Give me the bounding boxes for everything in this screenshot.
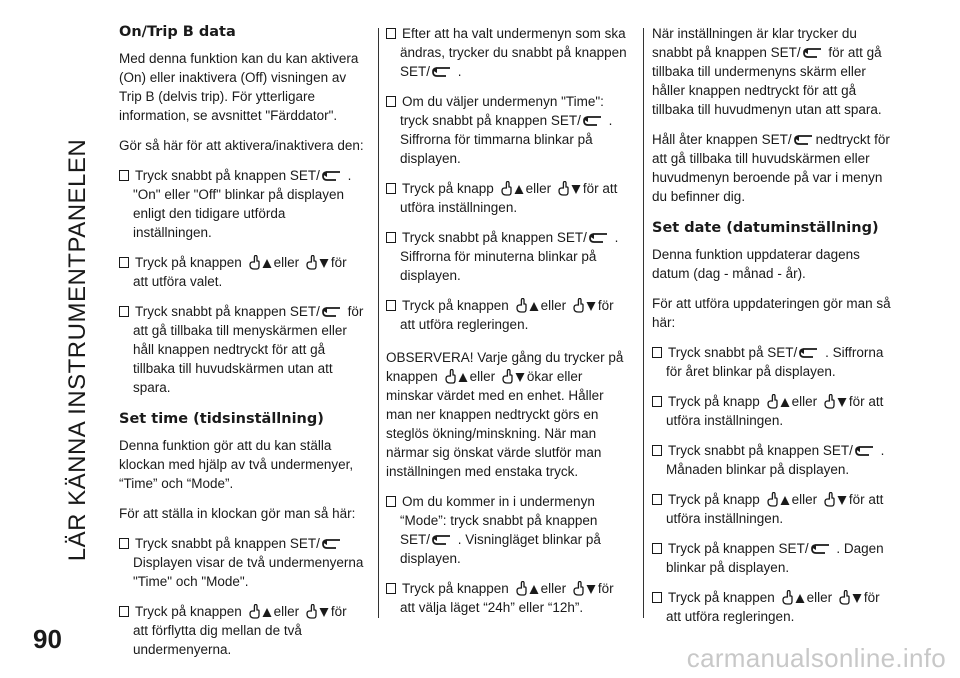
list-item: Tryck på knappen eller för att utföra valet. [119,253,364,291]
list-item: Tryck snabbt på knappen SET/ Displayen visar de två undermenyerna "Time" och "Mode". [119,534,364,591]
list-item: Tryck på knappen eller för att utföra regleringen. [386,296,631,334]
checkbox-bullet-icon [652,592,662,603]
checkbox-bullet-icon [119,306,129,317]
checkbox-bullet-icon [119,606,129,617]
page-number: 90 [33,624,62,654]
paragraph: Med denna funktion kan du kan aktivera (On) eller inaktivera (Off) visningen av Trip B (delvis trip). För ytterligare information, se avsnittet "Färddator". [119,51,359,123]
paragraph: Håll åter knappen SET/ nedtryckt för att gå tillbaka till huvudskärmen eller huvudmenyn beroende på var i menyn du befinner dig. [652,132,890,204]
set-return-icon [321,170,343,183]
note-paragraph: OBSERVERA! Varje gång du trycker på knappen eller ökar eller minskar värdet med en enhet. Håller man ner knappen nedtryckt görs en steglös ökning/minskning. När man närmar sig önskat värde slutför man inställningen med enstaka tryck. [386,350,624,479]
list-item: Tryck på knappen eller för att förflytta dig mellan de två undermenyerna. [119,602,364,659]
up-button-icon [247,255,273,270]
list-item: Tryck på knappen SET/ . Dagen blinkar på displayen. [652,539,897,577]
down-button-icon [500,369,526,384]
up-button-icon [780,590,806,605]
list-item: Tryck på knapp eller för att utföra inställningen. [652,392,897,430]
set-return-icon [582,115,604,128]
paragraph: För att utföra uppdateringen gör man så här: [652,296,891,330]
list-item: Om du väljer undermenyn "Time": tryck snabbt på knappen SET/ . Siffrorna för timmarna blinkar på displayen. [386,92,631,168]
list-item: Tryck på knapp eller för att utföra inställningen. [386,179,631,217]
column-2 [386,24,631,628]
up-button-icon [514,298,540,313]
up-button-icon [443,369,469,384]
down-button-icon [571,298,597,313]
down-button-icon [556,181,582,196]
checkbox-bullet-icon [119,257,129,268]
checkbox-bullet-icon [119,538,129,549]
paragraph: När inställningen är klar trycker du snabbt på knappen SET/ för att gå tillbaka till undermenyns skärm eller håller knappen nedtryckt för att gå tillbaka till huvudmenyn utan att spara. [652,26,882,117]
paragraph: För att ställa in klockan gör man så här: [119,506,356,521]
heading-set-time: Set time (tidsinställning) [119,411,324,427]
list-item: Efter att ha valt undermenyn som ska ändras, trycker du snabbt på knappen SET/ . [386,24,631,81]
list-item: Tryck snabbt på SET/ . Siffrorna för året blinkar på displayen. [652,343,897,381]
down-button-icon [304,604,330,619]
set-return-icon [798,347,820,360]
checkbox-bullet-icon [386,232,396,243]
list-item: Tryck på knappen eller för att välja läget “24h” eller “12h”. [386,579,631,617]
down-button-icon [822,492,848,507]
list-item: Tryck snabbt på knappen SET/ . Månaden blinkar på displayen. [652,441,897,479]
checkbox-bullet-icon [119,170,129,181]
checkbox-bullet-icon [386,300,396,311]
list-item: Om du kommer in i undermenyn “Mode”: tryck snabbt på knappen SET/ . Visningläget blinkar på displayen. [386,492,631,568]
down-button-icon [304,255,330,270]
checkbox-bullet-icon [652,396,662,407]
set-return-icon [802,47,824,60]
set-return-icon [588,232,610,245]
down-button-icon [837,590,863,605]
checkbox-bullet-icon [652,347,662,358]
set-return-icon [793,134,815,147]
column-divider-right [643,28,644,618]
checkbox-bullet-icon [652,543,662,554]
checkbox-bullet-icon [386,183,396,194]
checkbox-bullet-icon [386,583,396,594]
set-return-icon [321,306,343,319]
list-item: Tryck snabbt på knappen SET/ för att gå tillbaka till menyskärmen eller håll knappen nedtryckt för att gå tillbaka till huvudskärmen utan att spara. [119,302,364,397]
set-return-icon [431,534,453,547]
column-1 [119,24,364,670]
column-divider-left [378,28,379,618]
set-return-icon [810,543,832,556]
list-item: Tryck på knapp eller för att utföra inställningen. [652,490,897,528]
up-button-icon [765,394,791,409]
set-return-icon [854,445,876,458]
paragraph: Gör så här för att aktivera/inaktivera den: [119,138,364,153]
down-button-icon [822,394,848,409]
list-item: Tryck snabbt på knappen SET/ . "On" eller "Off" blinkar på displayen enligt den tidigare utförda inställningen. [119,166,364,242]
up-button-icon [247,604,273,619]
up-button-icon [765,492,791,507]
checkbox-bullet-icon [386,96,396,107]
set-return-icon [321,538,343,551]
list-item: Tryck på knappen eller för att utföra regleringen. [652,588,897,626]
checkbox-bullet-icon [386,496,396,507]
list-item: Tryck snabbt på knappen SET/ . Siffrorna för minuterna blinkar på displayen. [386,228,631,285]
set-return-icon [431,66,453,79]
heading-on-trip-b: On/Trip B data [119,24,236,40]
checkbox-bullet-icon [652,494,662,505]
up-button-icon [499,181,525,196]
watermark: carmanualsonline.info [686,643,946,673]
checkbox-bullet-icon [386,28,396,39]
heading-set-date: Set date (datuminställning) [652,220,879,236]
paragraph: Denna funktion uppdaterar dagens datum (dag - månad - år). [652,247,860,281]
up-button-icon [514,581,540,596]
paragraph: Denna funktion gör att du kan ställa klockan med hjälp av två undermenyer, “Time” och “Mode”. [119,438,354,491]
checkbox-bullet-icon [652,445,662,456]
section-side-title: LÄR KÄNNA INSTRUMENTPANELEN [64,138,91,562]
column-3 [652,24,897,637]
down-button-icon [571,581,597,596]
